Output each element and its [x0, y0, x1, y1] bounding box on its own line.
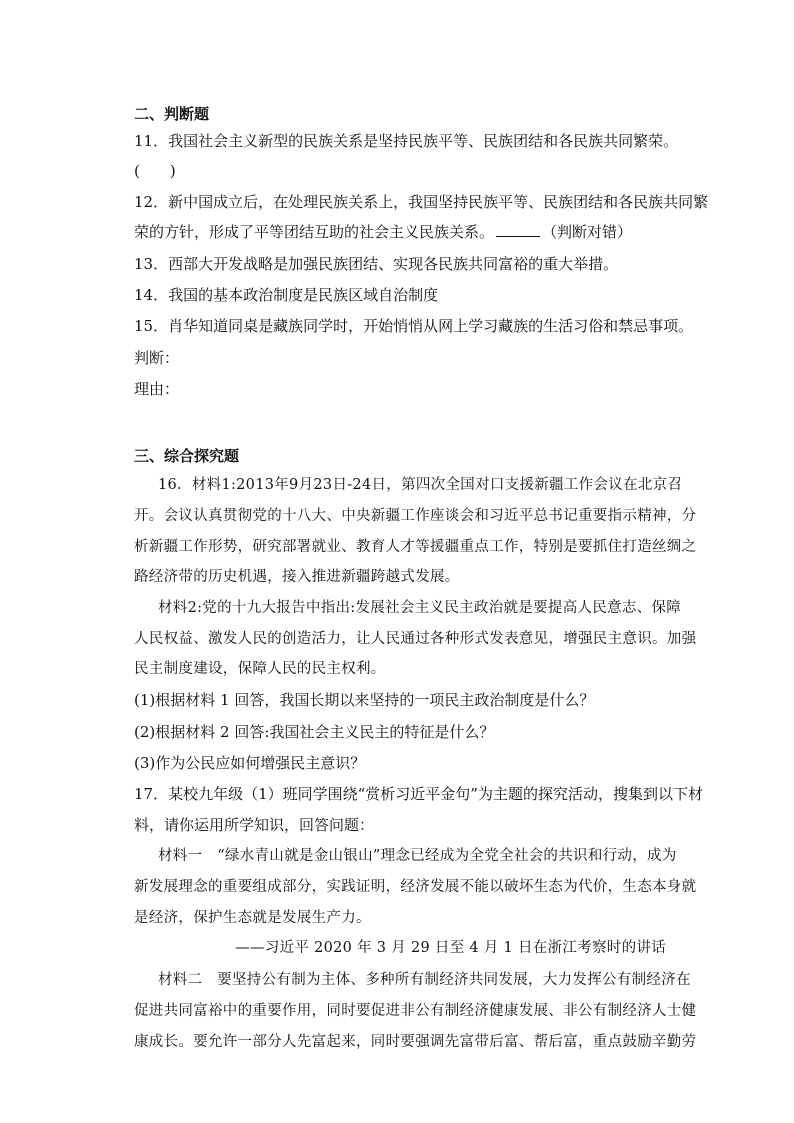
question-13: 13．西部大开发战略是加强民族团结、实现各民族共同富裕的重大举措。 [134, 255, 619, 273]
q16-subquestion-3: (3)作为公民应如何增强民主意识？ [134, 754, 366, 772]
question-12-line-1: 12．新中国成立后，在处理民族关系上，我国坚持民族平等、民族团结和各民族共同繁 [134, 193, 709, 211]
q16-material-1-line-4: 路经济带的历史机遇，接入推进新疆跨越式发展。 [134, 569, 460, 585]
section-heading-inquiry: 三、综合探究题 [134, 447, 240, 465]
question-12-text: 荣的方针，形成了平等团结互助的社会主义民族关系。 [134, 223, 495, 241]
question-11-answer-paren: ( ) [134, 162, 176, 180]
question-11: 11．我国社会主义新型的民族关系是坚持民族平等、民族团结和各民族共同繁荣。 [134, 132, 679, 150]
q16-material-1-line-3: 析新疆工作形势，研究部署就业、教育人才等援疆重点工作，特别是要抓住打造丝绸之 [134, 539, 697, 555]
q16-subquestion-1: (1)根据材料 1 回答，我国长期以来坚持的一项民主政治制度是什么？ [134, 691, 595, 709]
q17-material-2-line-1: 材料二 要坚持公有制为主体、多种所有制经济共同发展，大力发挥公有制经济在 [158, 972, 691, 988]
q16-material-1-line-1: 16．材料1:2013年9月23日-24日，第四次全国对口支援新疆工作会议在北京召 [158, 477, 683, 493]
question-15-reason-label: 理由： [134, 380, 180, 398]
q16-material-1-line-2: 开。会议认真贯彻党的十八大、中央新疆工作座谈会和习近平总书记重要指示精神，分 [134, 508, 697, 524]
q16-material-2-line-2: 人民权益、激发人民的创造活力，让人民通过各种形式发表意见，增强民主意识。加强 [134, 631, 697, 647]
q17-material-1-source: ——习近平 2020 年 3 月 29 日至 4 月 1 日在浙江考察时的讲话 [235, 940, 666, 956]
q17-material-2-line-2: 促进共同富裕中的重要作用，同时要促进非公有制经济健康发展、非公有制经济人士健 [134, 1003, 697, 1019]
question-17-line-1: 17．某校九年级（1）班同学围绕“赏析习近平金句”为主题的探究活动，搜集到以下材 [134, 785, 703, 803]
q17-material-1-line-3: 是经济，保护生态就是发展生产力。 [134, 910, 371, 926]
q16-subquestion-2: (2)根据材料 2 回答:我国社会主义民主的特征是什么？ [134, 723, 495, 741]
q17-material-1-line-2: 新发展理念的重要组成部分，实践证明，经济发展不能以破坏生态为代价，生态本身就 [134, 879, 697, 895]
question-12-instruction: （判断对错） [542, 223, 633, 241]
q17-material-1-line-1: 材料一 “绿水青山就是金山银山”理念已经成为全党全社会的共识和行动，成为 [158, 848, 677, 864]
q16-material-2-line-3: 民主制度建设，保障人民的民主权利。 [134, 661, 386, 677]
question-12-line-2 [134, 222, 632, 242]
question-17-line-2: 料，请你运用所学知识，回答问题： [134, 816, 375, 834]
question-15-judge-label: 判断： [134, 349, 180, 367]
q16-material-2-line-1: 材料2:党的十九大报告中指出:发展社会主义民主政治就是要提高人民意志、保障 [158, 600, 682, 616]
q17-material-2-line-3: 康成长。要允许一部分人先富起来，同时要强调先富带后富、帮后富，重点鼓励辛勤劳 [134, 1034, 697, 1050]
answer-blank [496, 222, 540, 237]
question-15: 15．肖华知道同桌是藏族同学时，开始悄悄从网上学习藏族的生活习俗和禁忌事项。 [134, 317, 694, 335]
section-heading-judgment: 二、判断题 [134, 105, 210, 123]
question-14: 14．我国的基本政治制度是民族区域自治制度 [134, 286, 439, 304]
